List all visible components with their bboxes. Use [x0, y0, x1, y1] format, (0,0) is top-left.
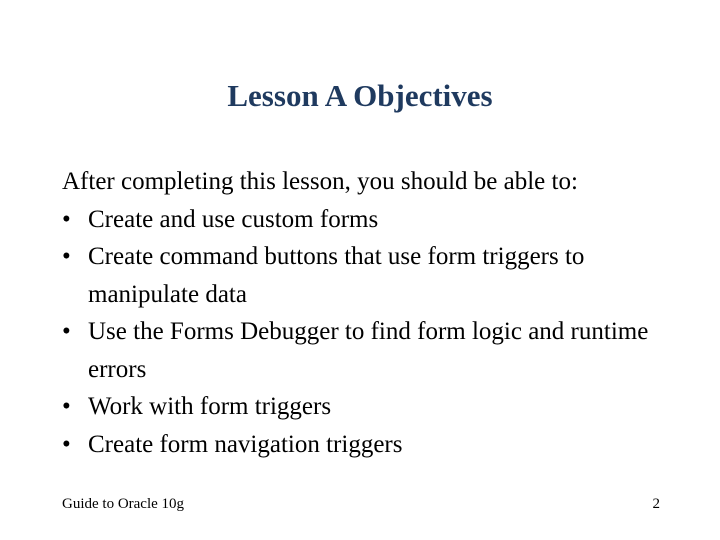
list-item — [62, 201, 682, 239]
bullet-icon: • — [62, 318, 71, 345]
list-item-text: Work with form triggers — [88, 393, 332, 420]
bullet-icon: • — [62, 243, 71, 270]
list-item-text: Create form navigation triggers — [88, 430, 403, 458]
intro-text: After completing this lesson, you should be able to: — [62, 168, 578, 195]
bullet-icon: • — [62, 430, 71, 458]
list-item — [62, 388, 682, 426]
footer-text: Guide to Oracle 10g — [62, 496, 185, 512]
page-number: 2 — [652, 496, 660, 512]
bullet-icon: • — [62, 393, 71, 420]
list-item — [62, 313, 682, 388]
list-item-text: Create command buttons that use form triggers to manipulate data — [88, 243, 585, 308]
slide-title: Lesson A Objectives — [227, 78, 493, 113]
list-item-text: Use the Forms Debugger to find form logic and runtime errors — [88, 318, 649, 383]
bullet-icon: • — [62, 205, 71, 233]
list-item-text: Create and use custom forms — [88, 205, 379, 233]
list-item — [62, 426, 682, 464]
list-item — [62, 238, 682, 313]
slide-body — [62, 163, 682, 463]
objectives-list — [62, 201, 682, 464]
